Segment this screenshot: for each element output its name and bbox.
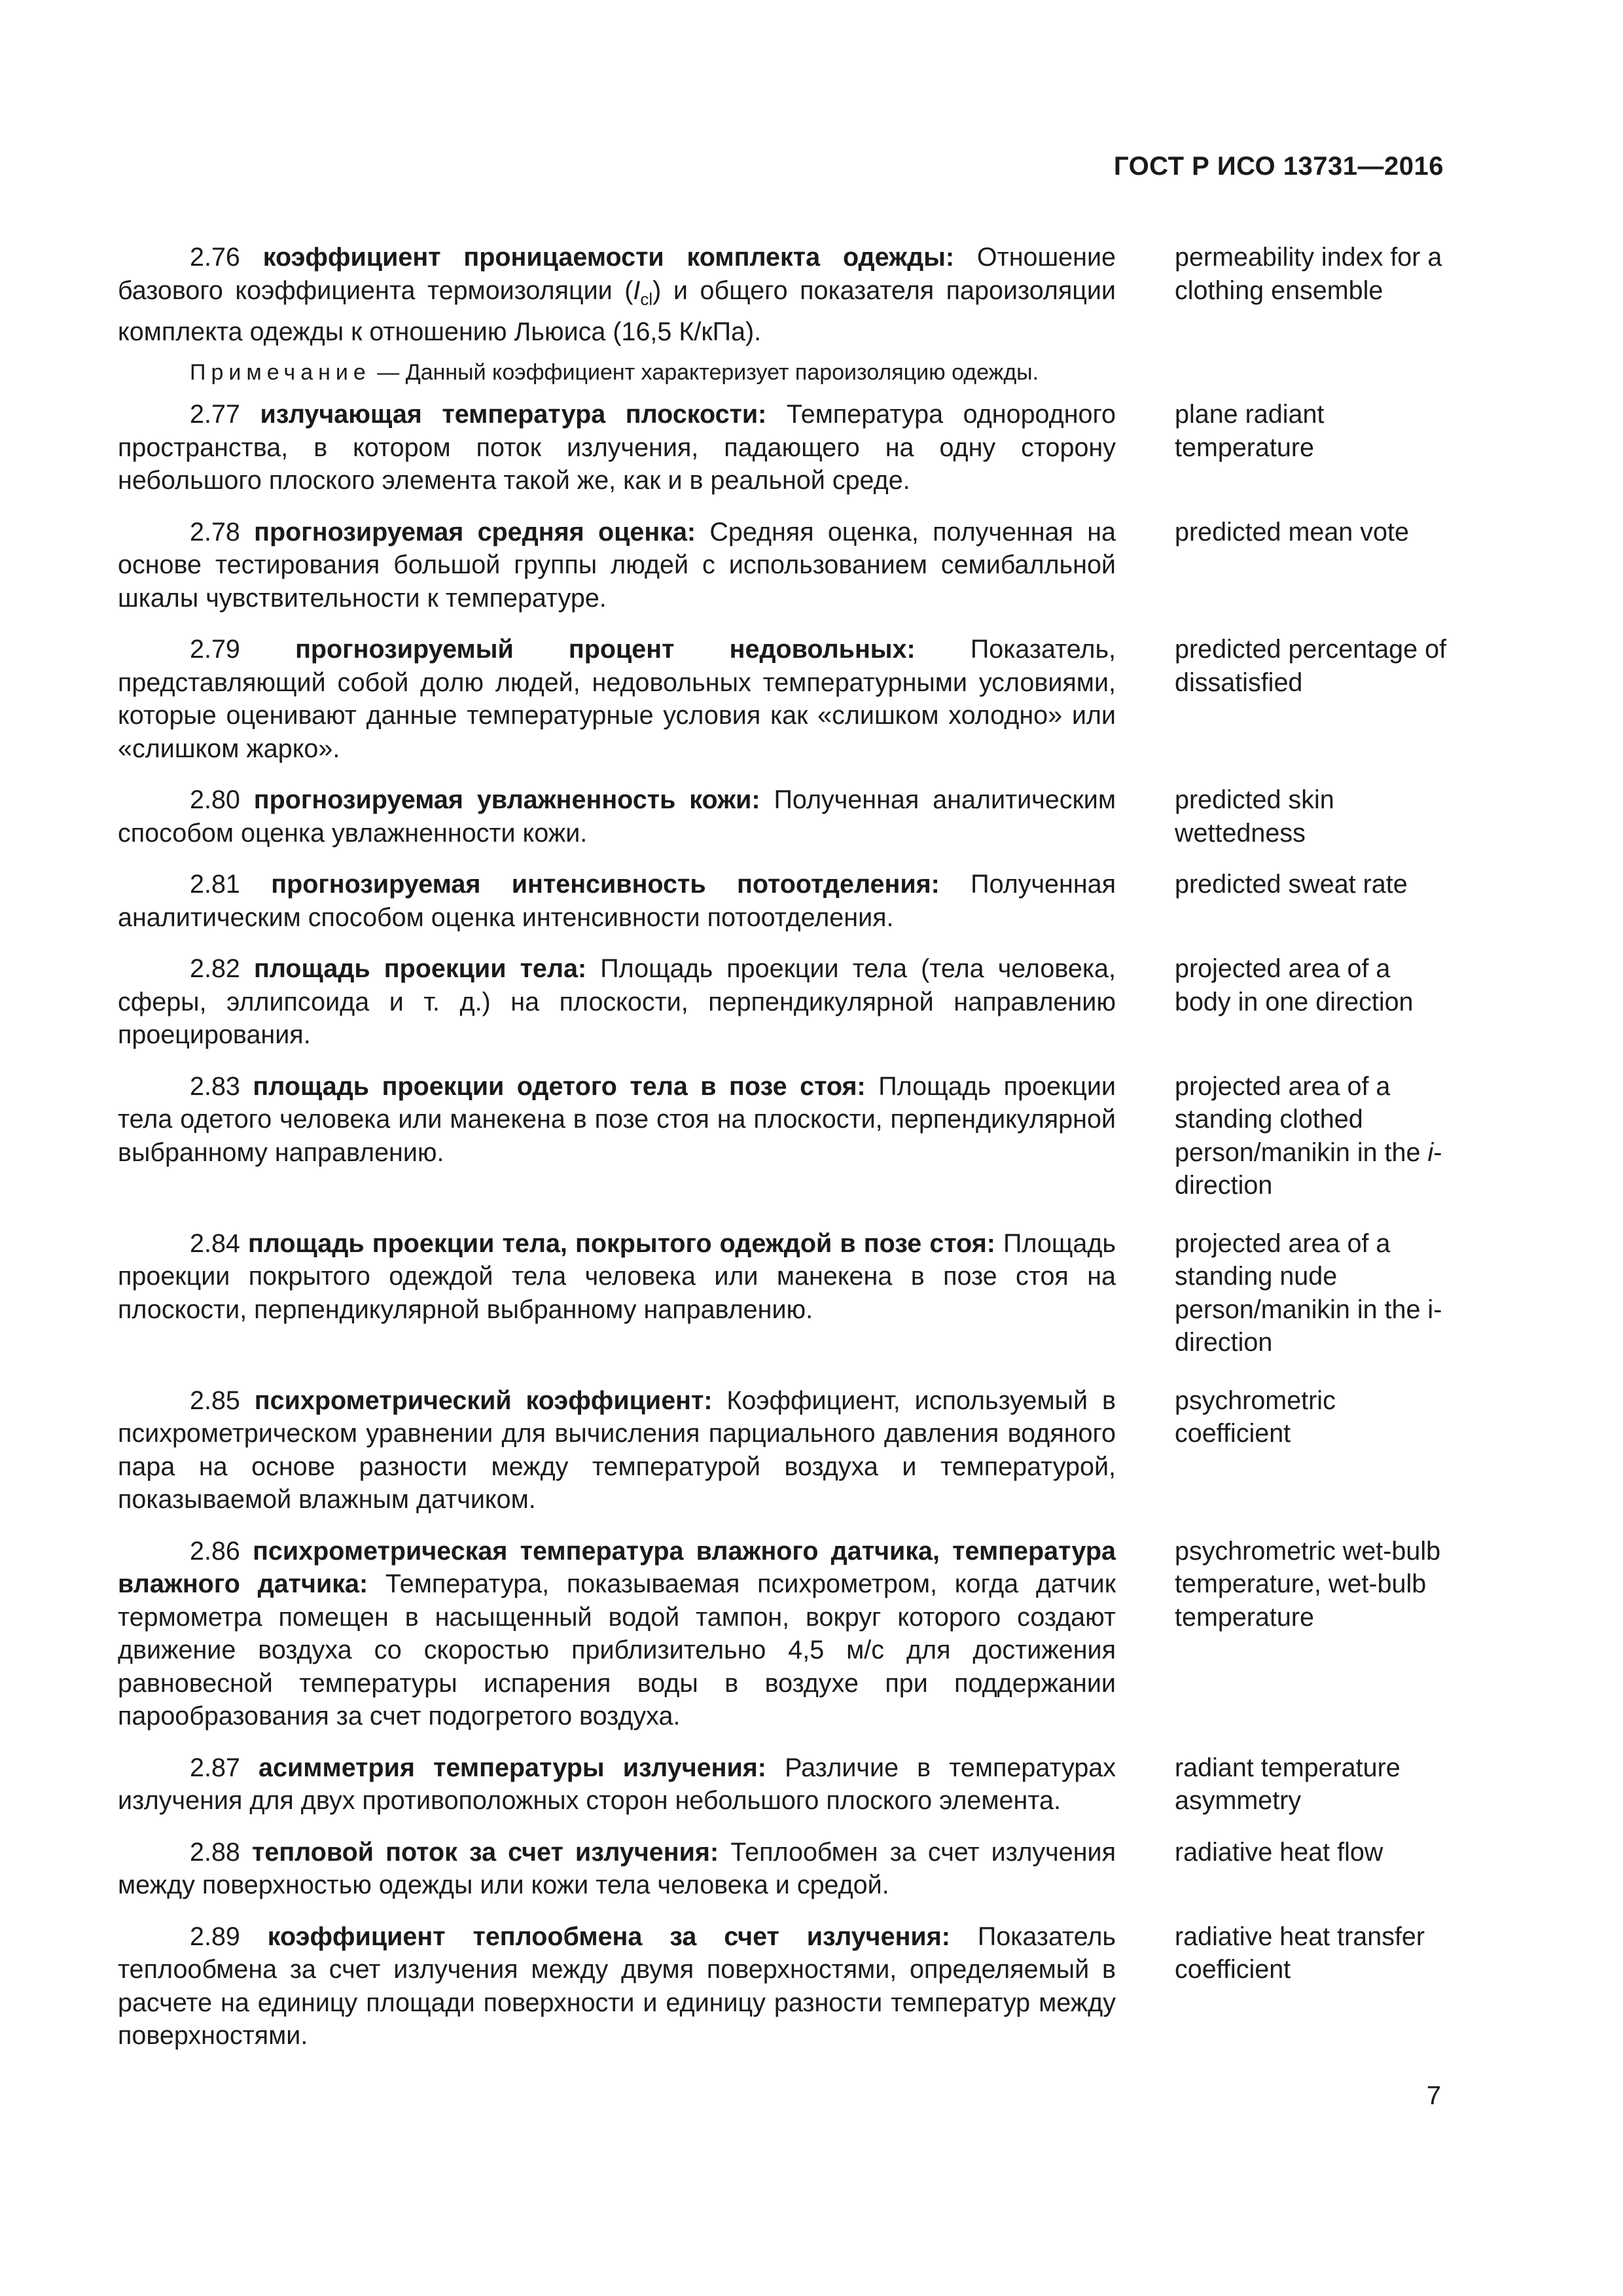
term-definition — [118, 1384, 1116, 1516]
definition-text: Показатель теплообмена за счет излучения между двумя поверхностями, определяемый в расчете на единицу площади поверхности и единицу разности температур между поверхностями. — [118, 1922, 1116, 2051]
term-title: коэффициент теплообмена за счет излучения: — [267, 1922, 950, 1951]
note-label: Примечание — [190, 360, 371, 386]
term-title: площадь проекции тела: — [254, 954, 587, 984]
definition-text: Различие в температурах излучения для двух противоположных сторон небольшого плоского элемента. — [118, 1753, 1116, 1816]
definition-text: Температура однородного пространства, в котором поток излучения, падающего на одну сторону небольшого плоского элемента такой же, как и в реальной среде. — [118, 400, 1116, 495]
term-entry-2-89 — [118, 1920, 1453, 2053]
symbol-subscript: cl — [640, 289, 653, 309]
english-term: projected area of a standing clothed person/manikin in the i-direction — [1175, 1071, 1442, 1200]
term-title: излучающая температура плоскости: — [260, 400, 767, 429]
term-number: 2.87 — [190, 1753, 240, 1782]
term-definition — [118, 952, 1116, 1052]
definition-text: Средняя оценка, полученная на основе тестирования большой группы людей с использованием семибалльной шкалы чувствительности к температуре. — [118, 517, 1116, 613]
note — [118, 357, 1453, 387]
term-entry-2-86 — [118, 1535, 1453, 1733]
term-number: 2.80 — [190, 785, 240, 815]
term-entry-2-88 — [118, 1836, 1453, 1902]
term-number: 2.88 — [190, 1837, 240, 1867]
english-term: plane radiant temperature — [1175, 400, 1325, 462]
term-number: 2.83 — [190, 1071, 240, 1101]
page-number: 7 — [1426, 2081, 1441, 2110]
term-definition — [118, 1227, 1116, 1327]
english-term: psychrometric coefficient — [1175, 1386, 1336, 1448]
english-term: predicted sweat rate — [1175, 870, 1408, 899]
term-definition — [118, 868, 1116, 934]
term-definition — [118, 1836, 1116, 1902]
note-text: — Данный коэффициент характеризует пароизоляцию одежды. — [377, 360, 1039, 386]
term-title: прогнозируемая увлажненность кожи: — [253, 785, 760, 815]
english-term: predicted skin wettedness — [1175, 785, 1334, 848]
english-term: radiative heat flow — [1175, 1837, 1383, 1867]
term-entry-2-84 — [118, 1227, 1453, 1359]
term-entry-2-85 — [118, 1384, 1453, 1516]
term-entry-2-76 — [118, 241, 1453, 348]
definition-text: Площадь проекции покрытого одеждой тела человека или манекена в позе стоя на плоскости, перпендикулярной выбранному направлению. — [118, 1229, 1116, 1324]
english-term: projected area of a standing nude person/manikin in the i-direction — [1175, 1229, 1442, 1357]
definition-text: Полученная аналитическим способом оценка увлажненности кожи. — [118, 785, 1116, 848]
term-number: 2.79 — [190, 635, 240, 664]
term-definition — [118, 398, 1116, 497]
term-entry-2-82 — [118, 952, 1453, 1052]
english-term: predicted percentage of dissatisfied — [1175, 635, 1447, 697]
term-number: 2.85 — [190, 1386, 240, 1415]
english-term: predicted mean vote — [1175, 517, 1409, 547]
definition-text: Коэффициент, используемый в психрометрическом уравнении для вычисления парциального давления водяного пара на основе разности между температурой воздуха и температурой, показываемой влажным датчиком. — [118, 1386, 1116, 1515]
term-number: 2.77 — [190, 400, 240, 429]
english-term: radiative heat transfer coefficient — [1175, 1922, 1425, 1984]
term-number: 2.82 — [190, 954, 240, 984]
direction-symbol: i — [1427, 1138, 1434, 1167]
english-term: radiant temperature asymmetry — [1175, 1753, 1400, 1816]
term-title: психрометрическая температура влажного датчика, температура влажного датчика: — [118, 1536, 1116, 1599]
term-entry-2-80 — [118, 783, 1453, 850]
term-title: коэффициент проницаемости комплекта одежды: — [262, 243, 955, 272]
terms-list — [118, 241, 1453, 2053]
term-definition — [118, 783, 1116, 850]
term-definition — [118, 516, 1116, 615]
term-entry-2-81 — [118, 868, 1453, 934]
definition-text: Полученная аналитическим способом оценка интенсивности потоотделения. — [118, 870, 1116, 932]
term-definition — [118, 1751, 1116, 1818]
term-number: 2.86 — [190, 1536, 240, 1566]
term-definition — [118, 1070, 1116, 1170]
symbol: I — [633, 276, 641, 305]
term-title: асимметрия температуры излучения: — [259, 1753, 766, 1782]
term-number: 2.84 — [190, 1229, 240, 1258]
definition-text: Площадь проекции тела одетого человека или манекена в позе стоя на плоскости, перпендикулярной выбранному направлению. — [118, 1071, 1116, 1167]
term-title: психрометрический коэффициент: — [254, 1386, 713, 1415]
term-entry-2-83 — [118, 1070, 1453, 1202]
term-title: площадь проекции тела, покрытого одеждой в позе стоя: — [247, 1229, 995, 1258]
term-title: прогнозируемый процент недовольных: — [295, 635, 916, 664]
term-number: 2.78 — [190, 517, 240, 547]
term-title: прогнозируемая интенсивность потоотделения: — [271, 870, 940, 899]
term-definition — [118, 1535, 1116, 1733]
document-code: ГОСТ Р ИСО 13731—2016 — [1113, 152, 1444, 181]
definition-text: Площадь проекции тела (тела человека, сферы, эллипсоида и т. д.) на плоскости, перпендикулярной направлению проецирования. — [118, 954, 1116, 1050]
english-term: psychrometric wet-bulb temperature, wet-bulb temperature — [1175, 1536, 1441, 1632]
term-title: прогнозируемая средняя оценка: — [254, 517, 696, 547]
term-definition — [118, 1920, 1116, 2053]
term-number: 2.76 — [190, 243, 240, 272]
term-definition — [118, 241, 1116, 348]
english-term: permeability index for a clothing ensemble — [1175, 243, 1442, 305]
term-number: 2.89 — [190, 1922, 240, 1951]
term-definition — [118, 633, 1116, 765]
term-entry-2-77 — [118, 398, 1453, 497]
term-title: тепловой поток за счет излучения: — [252, 1837, 719, 1867]
definition-text: ) и общего показателя пароизоляции комплекта одежды к отношению Льюиса (16,5 К/кПа). — [118, 276, 1116, 346]
definition-text: Отношение базового коэффициента термоизоляции ( — [118, 243, 1116, 305]
english-term: projected area of a body in one direction — [1175, 954, 1414, 1016]
definition-text: Температура, показываемая психрометром, когда датчик термометра помещен в насыщенный водой тампон, вокруг которого создают движение воздуха со скоростью приблизительно 4,5 м/с для достижения равновесной температуры испарения воды в воздухе при поддержании парообразования за счет подогретого воздуха. — [118, 1570, 1116, 1731]
term-title: площадь проекции одетого тела в позе стоя: — [253, 1071, 866, 1101]
definition-text: Теплообмен за счет излучения между поверхностью одежды или кожи тела человека и средой. — [118, 1837, 1116, 1900]
term-number: 2.81 — [190, 870, 240, 899]
term-entry-2-87 — [118, 1751, 1453, 1818]
definition-text: Показатель, представляющий собой долю людей, недовольных температурными условиями, которые оценивают данные температурные условия как «слишком холодно» или «слишком жарко». — [118, 635, 1116, 763]
term-entry-2-78 — [118, 516, 1453, 615]
term-entry-2-79 — [118, 633, 1453, 765]
